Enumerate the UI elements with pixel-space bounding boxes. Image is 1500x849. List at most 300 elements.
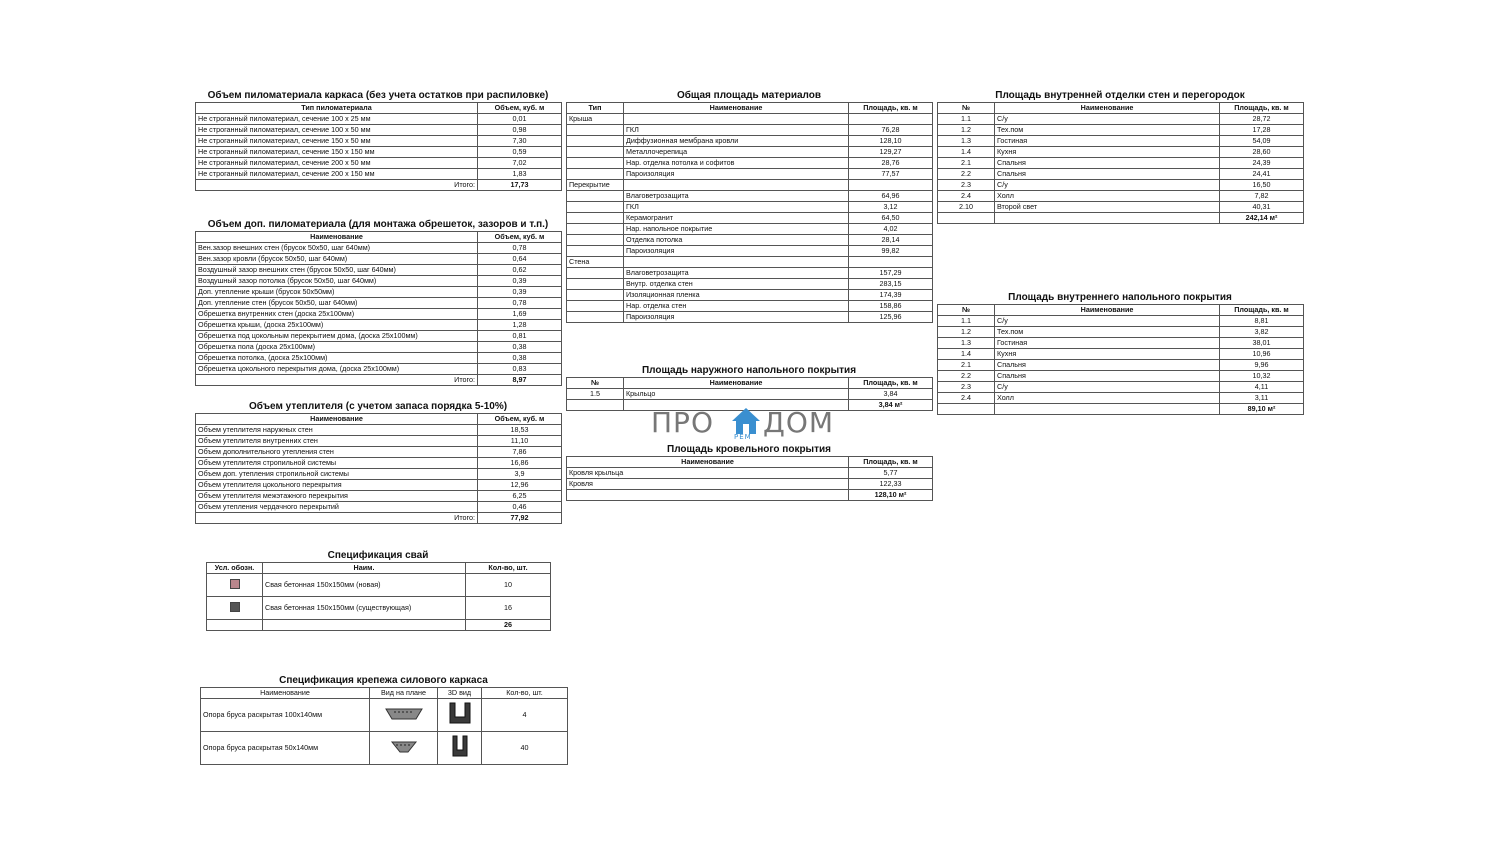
cell-number: 1.2 xyxy=(938,125,995,136)
cell-area: 17,28 xyxy=(1220,125,1304,136)
empty-cell xyxy=(567,235,624,246)
table-row xyxy=(567,312,933,323)
cell-number: 2.3 xyxy=(938,180,995,191)
cell-name: Вен.зазор кровли (брусок 50х50, шаг 640мм) xyxy=(196,254,478,265)
cell-number: 1.4 xyxy=(938,147,995,158)
logo-sub-text: РЕМ xyxy=(734,433,752,441)
cell-volume: 16,86 xyxy=(478,458,562,469)
table-row xyxy=(196,169,562,180)
col-header: Наименование xyxy=(567,457,849,468)
cell-number: 1.5 xyxy=(567,389,624,400)
table-row xyxy=(567,290,933,301)
cell-volume: 18,53 xyxy=(478,425,562,436)
empty-cell xyxy=(849,114,933,125)
total-value: 3,84 м² xyxy=(849,400,933,411)
cell-name: Нар. отделка стен xyxy=(624,301,849,312)
cell-volume: 3,9 xyxy=(478,469,562,480)
col-header: Объем, куб. м xyxy=(478,414,562,425)
col-header: Усл. обозн. xyxy=(207,563,263,574)
fastener-qty: 40 xyxy=(482,732,568,765)
col-header: 3D вид xyxy=(438,688,482,699)
table-row xyxy=(938,393,1304,404)
table-row xyxy=(567,235,933,246)
cell-name: Обрешетка потолка, (доска 25х100мм) xyxy=(196,353,478,364)
cell-name: С/у xyxy=(995,180,1220,191)
cell-number: 1.4 xyxy=(938,349,995,360)
cell-name: Изоляционная пленка xyxy=(624,290,849,301)
cell-name: Пароизоляция xyxy=(624,246,849,257)
table-row xyxy=(207,574,551,597)
cell-volume: 0,78 xyxy=(478,243,562,254)
cell-name: Спальня xyxy=(995,158,1220,169)
cell-name: Обрешетка внутренних стен (доска 25х100мм) xyxy=(196,309,478,320)
total-value: 26 xyxy=(466,620,551,631)
table-row xyxy=(196,243,562,254)
group-type: Крыша xyxy=(567,114,624,125)
empty-cell xyxy=(567,490,849,501)
table-row xyxy=(196,320,562,331)
cell-name: Нар. напольное покрытие xyxy=(624,224,849,235)
table-row xyxy=(196,436,562,447)
table-row xyxy=(196,136,562,147)
col-header: Вид на плане xyxy=(370,688,438,699)
cell-area: 99,82 xyxy=(849,246,933,257)
cell-name: Объем утеплителя межэтажного перекрытия xyxy=(196,491,478,502)
bracket-3d-icon xyxy=(438,699,482,732)
pile-name: Свая бетонная 150х150мм (существующая) xyxy=(263,597,466,620)
total-value: 128,10 м² xyxy=(849,490,933,501)
table-row xyxy=(196,364,562,375)
cell-name: Не строганный пиломатериал, сечение 200 х 150 мм xyxy=(196,169,478,180)
table-row xyxy=(196,158,562,169)
fastener-name: Опора бруса раскрытая 50х140мм xyxy=(201,732,370,765)
cell-area: 40,31 xyxy=(1220,202,1304,213)
table-row xyxy=(201,699,568,732)
cell-name: Холл xyxy=(995,191,1220,202)
cell-number: 2.4 xyxy=(938,393,995,404)
table-row xyxy=(567,213,933,224)
cell-volume: 12,96 xyxy=(478,480,562,491)
empty-cell xyxy=(567,191,624,202)
cell-volume: 6,25 xyxy=(478,491,562,502)
roofing-block xyxy=(566,444,932,501)
logo-left-text: ПРО xyxy=(651,406,714,439)
cell-area: 10,32 xyxy=(1220,371,1304,382)
cell-area: 3,84 xyxy=(849,389,933,400)
cell-name: Спальня xyxy=(995,371,1220,382)
col-header: Наим. xyxy=(263,563,466,574)
table-row xyxy=(938,338,1304,349)
cell-name: ГКЛ xyxy=(624,125,849,136)
cell-number: 2.10 xyxy=(938,202,995,213)
cell-volume: 1,28 xyxy=(478,320,562,331)
table-row xyxy=(207,597,551,620)
total-label: Итого: xyxy=(196,180,478,191)
cell-area: 129,27 xyxy=(849,147,933,158)
bracket-3d-icon xyxy=(438,732,482,765)
table-row xyxy=(196,458,562,469)
cell-volume: 0,01 xyxy=(478,114,562,125)
lumber-block xyxy=(195,90,561,191)
table-row xyxy=(938,191,1304,202)
col-header: Объем, куб. м xyxy=(478,103,562,114)
cell-volume: 0,38 xyxy=(478,342,562,353)
cell-area: 10,96 xyxy=(1220,349,1304,360)
materials-table xyxy=(566,102,933,323)
empty-cell xyxy=(849,257,933,268)
cell-area: 28,72 xyxy=(1220,114,1304,125)
total-label: Итого: xyxy=(196,513,478,524)
cell-name: Доп. утепление стен (брусок 50х50, шаг 640мм) xyxy=(196,298,478,309)
col-header: Площадь, кв. м xyxy=(849,103,933,114)
empty-cell xyxy=(567,136,624,147)
table-row xyxy=(567,202,933,213)
empty-cell xyxy=(567,158,624,169)
cell-name: Обрешетка крыши, (доска 25х100мм) xyxy=(196,320,478,331)
table-row xyxy=(567,301,933,312)
cell-name: Не строганный пиломатериал, сечение 200 х 50 мм xyxy=(196,158,478,169)
cell-area: 125,96 xyxy=(849,312,933,323)
roofing-title: Площадь кровельного покрытия xyxy=(667,444,831,455)
empty-cell xyxy=(938,404,995,415)
lumber-title: Объем пиломатериала каркаса (без учета остатков при распиловке) xyxy=(207,90,549,101)
group-type: Перекрытие xyxy=(567,180,624,191)
cell-name: Обрешетка пола (доска 25х100мм) xyxy=(196,342,478,353)
extra-lumber-table xyxy=(195,231,562,386)
inner-floor-table xyxy=(937,304,1304,415)
cell-name: Обрешетка под цокольным перекрытием дома, (доска 25х100мм) xyxy=(196,331,478,342)
cell-name: Кухня xyxy=(995,349,1220,360)
cell-area: 283,15 xyxy=(849,279,933,290)
cell-name: Кухня xyxy=(995,147,1220,158)
cell-volume: 0,46 xyxy=(478,502,562,513)
empty-cell xyxy=(624,114,849,125)
cell-area: 64,96 xyxy=(849,191,933,202)
fastener-name: Опора бруса раскрытая 100х140мм xyxy=(201,699,370,732)
pile-qty: 16 xyxy=(466,597,551,620)
table-row xyxy=(196,254,562,265)
table-row xyxy=(196,342,562,353)
cell-area: 122,33 xyxy=(849,479,933,490)
col-header: Площадь, кв. м xyxy=(849,378,933,389)
total-value: 242,14 м² xyxy=(1220,213,1304,224)
fasteners-table xyxy=(200,687,568,765)
cell-number: 1.3 xyxy=(938,338,995,349)
table-row xyxy=(196,265,562,276)
col-header: Наименование xyxy=(995,103,1220,114)
table-row xyxy=(567,158,933,169)
cell-number: 2.2 xyxy=(938,371,995,382)
table-row xyxy=(196,309,562,320)
walls-block xyxy=(937,90,1303,224)
cell-name: С/у xyxy=(995,114,1220,125)
cell-number: 1.1 xyxy=(938,316,995,327)
total-row xyxy=(567,490,933,501)
table-row xyxy=(196,331,562,342)
cell-name: Второй свет xyxy=(995,202,1220,213)
table-row xyxy=(938,169,1304,180)
cell-name: Объем дополнительного утепления стен xyxy=(196,447,478,458)
inner-floor-title: Площадь внутреннего напольного покрытия xyxy=(1008,292,1232,303)
empty-cell xyxy=(567,312,624,323)
table-row xyxy=(196,287,562,298)
table-row xyxy=(567,136,933,147)
table-row xyxy=(196,425,562,436)
cell-name: Металлочерепица xyxy=(624,147,849,158)
insulation-block xyxy=(195,401,561,524)
cell-name: Воздушный зазор внешних стен (брусок 50х50, шаг 640мм) xyxy=(196,265,478,276)
table-row xyxy=(938,371,1304,382)
cell-area: 77,57 xyxy=(849,169,933,180)
cell-name: Кровля крыльца xyxy=(567,468,849,479)
table-row xyxy=(196,125,562,136)
col-header: Площадь, кв. м xyxy=(849,457,933,468)
cell-number: 2.1 xyxy=(938,360,995,371)
empty-cell xyxy=(567,268,624,279)
table-row xyxy=(567,147,933,158)
empty-cell xyxy=(567,125,624,136)
table-row xyxy=(567,224,933,235)
cell-name: Спальня xyxy=(995,169,1220,180)
table-row xyxy=(938,360,1304,371)
cell-name: Вен.зазор внешних стен (брусок 50х50, шаг 640мм) xyxy=(196,243,478,254)
empty-cell xyxy=(567,301,624,312)
col-header: Наименование xyxy=(624,378,849,389)
col-header: Наименование xyxy=(201,688,370,699)
col-header: Кол-во, шт. xyxy=(482,688,568,699)
table-row xyxy=(567,389,933,400)
cell-area: 3,82 xyxy=(1220,327,1304,338)
fasteners-title: Спецификация крепежа силового каркаса xyxy=(279,675,488,686)
table-row xyxy=(196,502,562,513)
cell-name: Влаговетрозащита xyxy=(624,268,849,279)
cell-name: Внутр. отделка стен xyxy=(624,279,849,290)
col-header: Наименование xyxy=(624,103,849,114)
table-row xyxy=(567,246,933,257)
cell-volume: 0,39 xyxy=(478,276,562,287)
col-header: Площадь, кв. м xyxy=(1220,103,1304,114)
cell-name: Отделка потолка xyxy=(624,235,849,246)
lumber-table xyxy=(195,102,562,191)
col-header: Тип пиломатериала xyxy=(196,103,478,114)
cell-name: Пароизоляция xyxy=(624,312,849,323)
cell-volume: 0,64 xyxy=(478,254,562,265)
empty-cell xyxy=(624,180,849,191)
total-label: Итого: xyxy=(196,375,478,386)
total-row xyxy=(196,375,562,386)
cell-area: 4,02 xyxy=(849,224,933,235)
total-row xyxy=(196,180,562,191)
cell-name: Объем доп. утепления стропильной системы xyxy=(196,469,478,480)
cell-volume: 1,83 xyxy=(478,169,562,180)
table-row xyxy=(938,125,1304,136)
cell-volume: 0,98 xyxy=(478,125,562,136)
table-row xyxy=(567,268,933,279)
cell-name: Тех.пом xyxy=(995,327,1220,338)
total-value: 89,10 м² xyxy=(1220,404,1304,415)
table-row xyxy=(201,732,568,765)
fasteners-block xyxy=(200,675,567,765)
table-row xyxy=(196,469,562,480)
col-header: Наименование xyxy=(196,232,478,243)
group-row xyxy=(567,114,933,125)
cell-area: 4,11 xyxy=(1220,382,1304,393)
piles-block xyxy=(206,550,550,631)
table-row xyxy=(567,169,933,180)
total-row xyxy=(938,213,1304,224)
table-row xyxy=(567,191,933,202)
cell-name: Воздушный зазор потолка (брусок 50х50, шаг 640мм) xyxy=(196,276,478,287)
cell-volume: 0,38 xyxy=(478,353,562,364)
total-value: 77,92 xyxy=(478,513,562,524)
cell-volume: 7,86 xyxy=(478,447,562,458)
cell-volume: 0,39 xyxy=(478,287,562,298)
cell-name: С/у xyxy=(995,316,1220,327)
cell-area: 158,86 xyxy=(849,301,933,312)
cell-area: 157,29 xyxy=(849,268,933,279)
cell-name: Гостиная xyxy=(995,338,1220,349)
extra-lumber-block xyxy=(195,219,561,386)
col-header: № xyxy=(567,378,624,389)
table-row xyxy=(196,447,562,458)
cell-name: Не строганный пиломатериал, сечение 150 х 150 мм xyxy=(196,147,478,158)
cell-area: 8,81 xyxy=(1220,316,1304,327)
cell-number: 1.1 xyxy=(938,114,995,125)
plan-view-icon xyxy=(370,699,438,732)
table-row xyxy=(196,298,562,309)
table-row xyxy=(196,147,562,158)
col-header: Наименование xyxy=(995,305,1220,316)
cell-name: Спальня xyxy=(995,360,1220,371)
cell-area: 24,39 xyxy=(1220,158,1304,169)
insulation-title: Объем утеплителя (с учетом запаса порядка 5-10%) xyxy=(248,401,508,412)
table-row xyxy=(938,147,1304,158)
cell-name: Объем утеплителя внутренних стен xyxy=(196,436,478,447)
cell-volume: 7,30 xyxy=(478,136,562,147)
cell-number: 2.1 xyxy=(938,158,995,169)
piles-table xyxy=(206,562,551,631)
inner-floor-block xyxy=(937,292,1303,415)
walls-title: Площадь внутренней отделки стен и перегородок xyxy=(995,90,1245,101)
empty-cell xyxy=(567,246,624,257)
pile-qty: 10 xyxy=(466,574,551,597)
cell-name: Объем утепления чердачного перекрытий xyxy=(196,502,478,513)
pile-swatch-icon xyxy=(230,579,240,589)
materials-title: Общая площадь материалов xyxy=(676,90,822,101)
empty-cell xyxy=(567,290,624,301)
cell-name: Керамогранит xyxy=(624,213,849,224)
table-row xyxy=(938,180,1304,191)
walls-table xyxy=(937,102,1304,224)
cell-name: Кровля xyxy=(567,479,849,490)
empty-cell xyxy=(567,213,624,224)
cell-name: Влаговетрозащита xyxy=(624,191,849,202)
table-row xyxy=(196,114,562,125)
table-row xyxy=(938,202,1304,213)
cell-name: Пароизоляция xyxy=(624,169,849,180)
cell-area: 9,96 xyxy=(1220,360,1304,371)
empty-cell xyxy=(995,213,1220,224)
piles-title: Спецификация свай xyxy=(327,550,429,561)
cell-area: 28,14 xyxy=(849,235,933,246)
empty-cell xyxy=(567,400,624,411)
cell-area: 28,76 xyxy=(849,158,933,169)
col-header: Объем, куб. м xyxy=(478,232,562,243)
cell-number: 1.3 xyxy=(938,136,995,147)
cell-name: Гостиная xyxy=(995,136,1220,147)
table-row xyxy=(938,136,1304,147)
cell-area: 128,10 xyxy=(849,136,933,147)
empty-cell xyxy=(263,620,466,631)
table-row xyxy=(567,125,933,136)
empty-cell xyxy=(567,202,624,213)
cell-name: Обрешетка цокольного перекрытия дома, (доска 25х100мм) xyxy=(196,364,478,375)
fastener-qty: 4 xyxy=(482,699,568,732)
table-row xyxy=(196,480,562,491)
table-row xyxy=(938,349,1304,360)
cell-area: 54,09 xyxy=(1220,136,1304,147)
group-row xyxy=(567,257,933,268)
cell-name: Не строганный пиломатериал, сечение 100 х 50 мм xyxy=(196,125,478,136)
cell-name: Нар. отделка потолка и софитов xyxy=(624,158,849,169)
cell-volume: 0,83 xyxy=(478,364,562,375)
empty-cell xyxy=(567,279,624,290)
cell-area: 64,50 xyxy=(849,213,933,224)
table-row xyxy=(938,114,1304,125)
total-value: 17,73 xyxy=(478,180,562,191)
cell-number: 2.4 xyxy=(938,191,995,202)
pile-swatch-icon xyxy=(230,602,240,612)
table-row xyxy=(567,479,933,490)
cell-name: Холл xyxy=(995,393,1220,404)
outer-floor-title: Площадь наружного напольного покрытия xyxy=(641,365,857,376)
col-header: № xyxy=(938,305,995,316)
cell-volume: 0,62 xyxy=(478,265,562,276)
cell-area: 174,39 xyxy=(849,290,933,301)
cell-volume: 0,81 xyxy=(478,331,562,342)
total-value: 8,97 xyxy=(478,375,562,386)
plan-view-icon xyxy=(370,732,438,765)
table-row xyxy=(196,276,562,287)
cell-name: ГКЛ xyxy=(624,202,849,213)
col-header: № xyxy=(938,103,995,114)
cell-name: Объем утеплителя наружных стен xyxy=(196,425,478,436)
cell-area: 28,60 xyxy=(1220,147,1304,158)
cell-area: 24,41 xyxy=(1220,169,1304,180)
cell-name: Крыльцо xyxy=(624,389,849,400)
empty-cell xyxy=(849,180,933,191)
cell-name: Тех.пом xyxy=(995,125,1220,136)
empty-cell xyxy=(624,257,849,268)
cell-area: 7,82 xyxy=(1220,191,1304,202)
table-row xyxy=(938,316,1304,327)
table-row xyxy=(567,279,933,290)
empty-cell xyxy=(567,224,624,235)
empty-cell xyxy=(207,620,263,631)
cell-area: 16,50 xyxy=(1220,180,1304,191)
logo xyxy=(651,404,851,444)
cell-area: 3,11 xyxy=(1220,393,1304,404)
cell-name: Не строганный пиломатериал, сечение 100 х 25 мм xyxy=(196,114,478,125)
empty-cell xyxy=(995,404,1220,415)
group-row xyxy=(567,180,933,191)
table-row xyxy=(938,327,1304,338)
table-row xyxy=(938,158,1304,169)
col-header: Наименование xyxy=(196,414,478,425)
cell-name: Объем утеплителя цокольного перекрытия xyxy=(196,480,478,491)
total-row xyxy=(207,620,551,631)
cell-volume: 11,10 xyxy=(478,436,562,447)
